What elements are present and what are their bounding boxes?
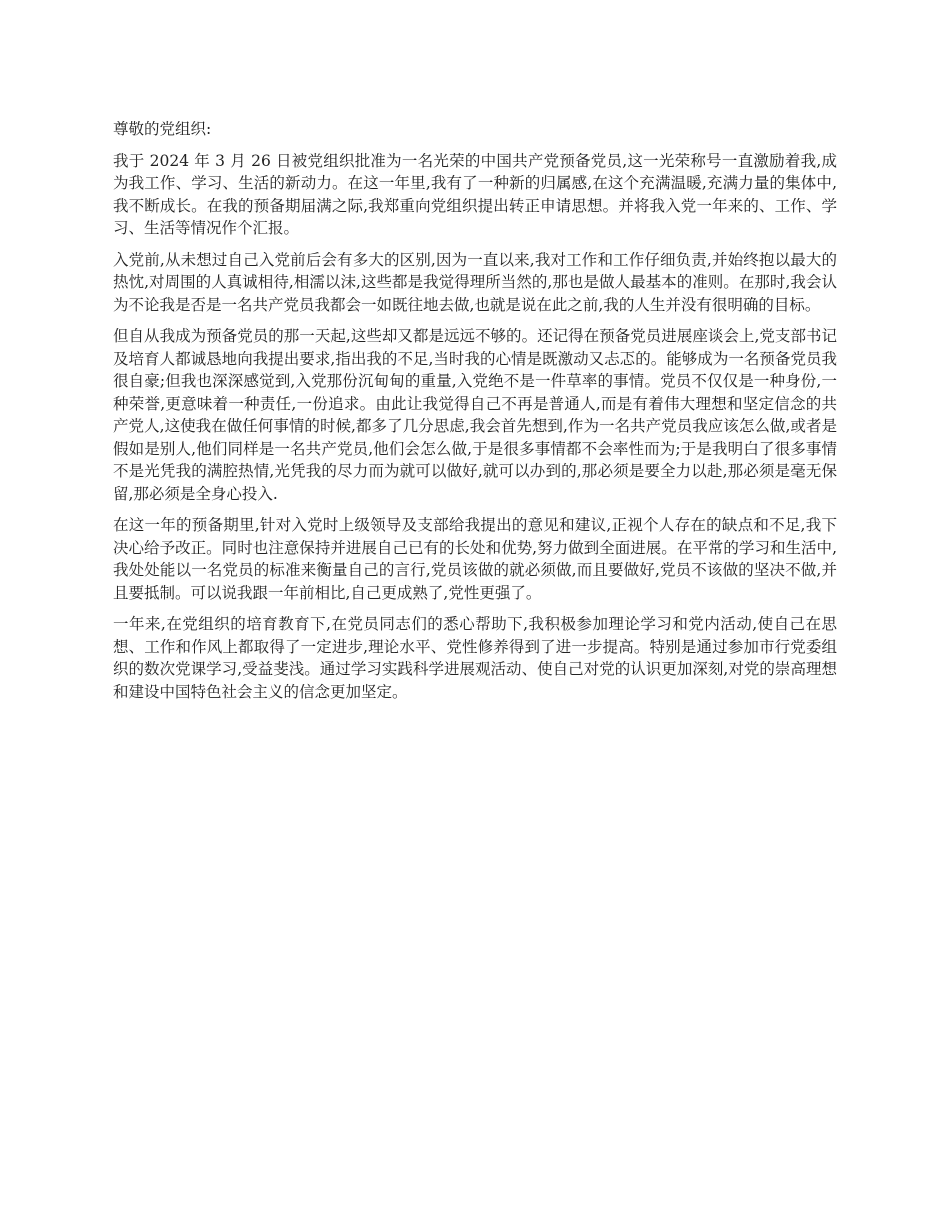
paragraph-1: 我于 2024 年 3 月 26 日被党组织批准为一名光荣的中国共产党预备党员,这一光荣称号一直激励着我,成为我工作、学习、生活的新动力。在这一年里,我有了一种新的归属感,在这个充满温暖,充满力量的集体中,我不断成长。在我的预备期届满之际,我郑重向党组织提出转正申请思想。并将我入党一年来的、工作、学习、生活等情况作个汇报。 bbox=[113, 151, 837, 237]
document-page bbox=[113, 118, 837, 712]
paragraph-4: 在这一年的预备期里,针对入党时上级领导及支部给我提出的意见和建议,正视个人存在的缺点和不足,我下决心给予改正。同时也注意保持并进展自己已有的长处和优势,努力做到全面进展。在平常的学习和生活中,我处处能以一名党员的标准来衡量自己的言行,党员该做的就必须做,而且要做好,党员不该做的坚决不做,并且要抵制。可以说我跟一年前相比,自己更成熟了,党性更强了。 bbox=[113, 516, 837, 602]
paragraph-5: 一年来,在党组织的培育教育下,在党员同志们的悉心帮助下,我积极参加理论学习和党内活动,使自己在思想、工作和作风上都取得了一定进步,理论水平、党性修养得到了进一步提高。特别是通过参加市行党委组织的数次党课学习,受益斐浅。通过学习实践科学进展观活动、使自己对党的认识更加深刻,对党的崇高理想和建设中国特色社会主义的信念更加坚定。 bbox=[113, 615, 837, 701]
salutation: 尊敬的党组织: bbox=[113, 120, 212, 138]
paragraph-3: 但自从我成为预备党员的那一天起,这些却又都是远远不够的。还记得在预备党员进展座谈会上,党支部书记及培育人都诚恳地向我提出要求,指出我的不足,当时我的心情是既激动又忐忑的。能够成为一名预备党员我很自豪;但我也深深感觉到,入党那份沉甸甸的重量,入党绝不是一件草率的事情。党员不仅仅是一种身份,一种荣誉,更意味着一种责任,一份追求。由此让我觉得自己不再是普通人,而是有着伟大理想和坚定信念的共产党人,这使我在做任何事情的时候,都多了几分思虑,我会首先想到,作为一名共产党员我应该怎么做,或者是假如是别人,他们同样是一名共产党员,他们会怎么做,于是很多事情都不会率性而为;于是我明白了很多事情不是光凭我的满腔热情,光凭我的尽力而为就可以做好,就可以办到的,那必须是要全力以赴,那必须是毫无保留,那必须是全身心投入. bbox=[113, 327, 837, 503]
paragraph-2: 入党前,从未想过自己入党前后会有多大的区别,因为一直以来,我对工作和工作仔细负责,并始终抱以最大的热忱,对周围的人真诚相待,相濡以沫,这些都是我觉得理所当然的,那也是做人最基本的准则。在那时,我会认为不论我是否是一名共产党员我都会一如既往地去做,也就是说在此之前,我的人生并没有很明确的目标。 bbox=[113, 250, 837, 314]
